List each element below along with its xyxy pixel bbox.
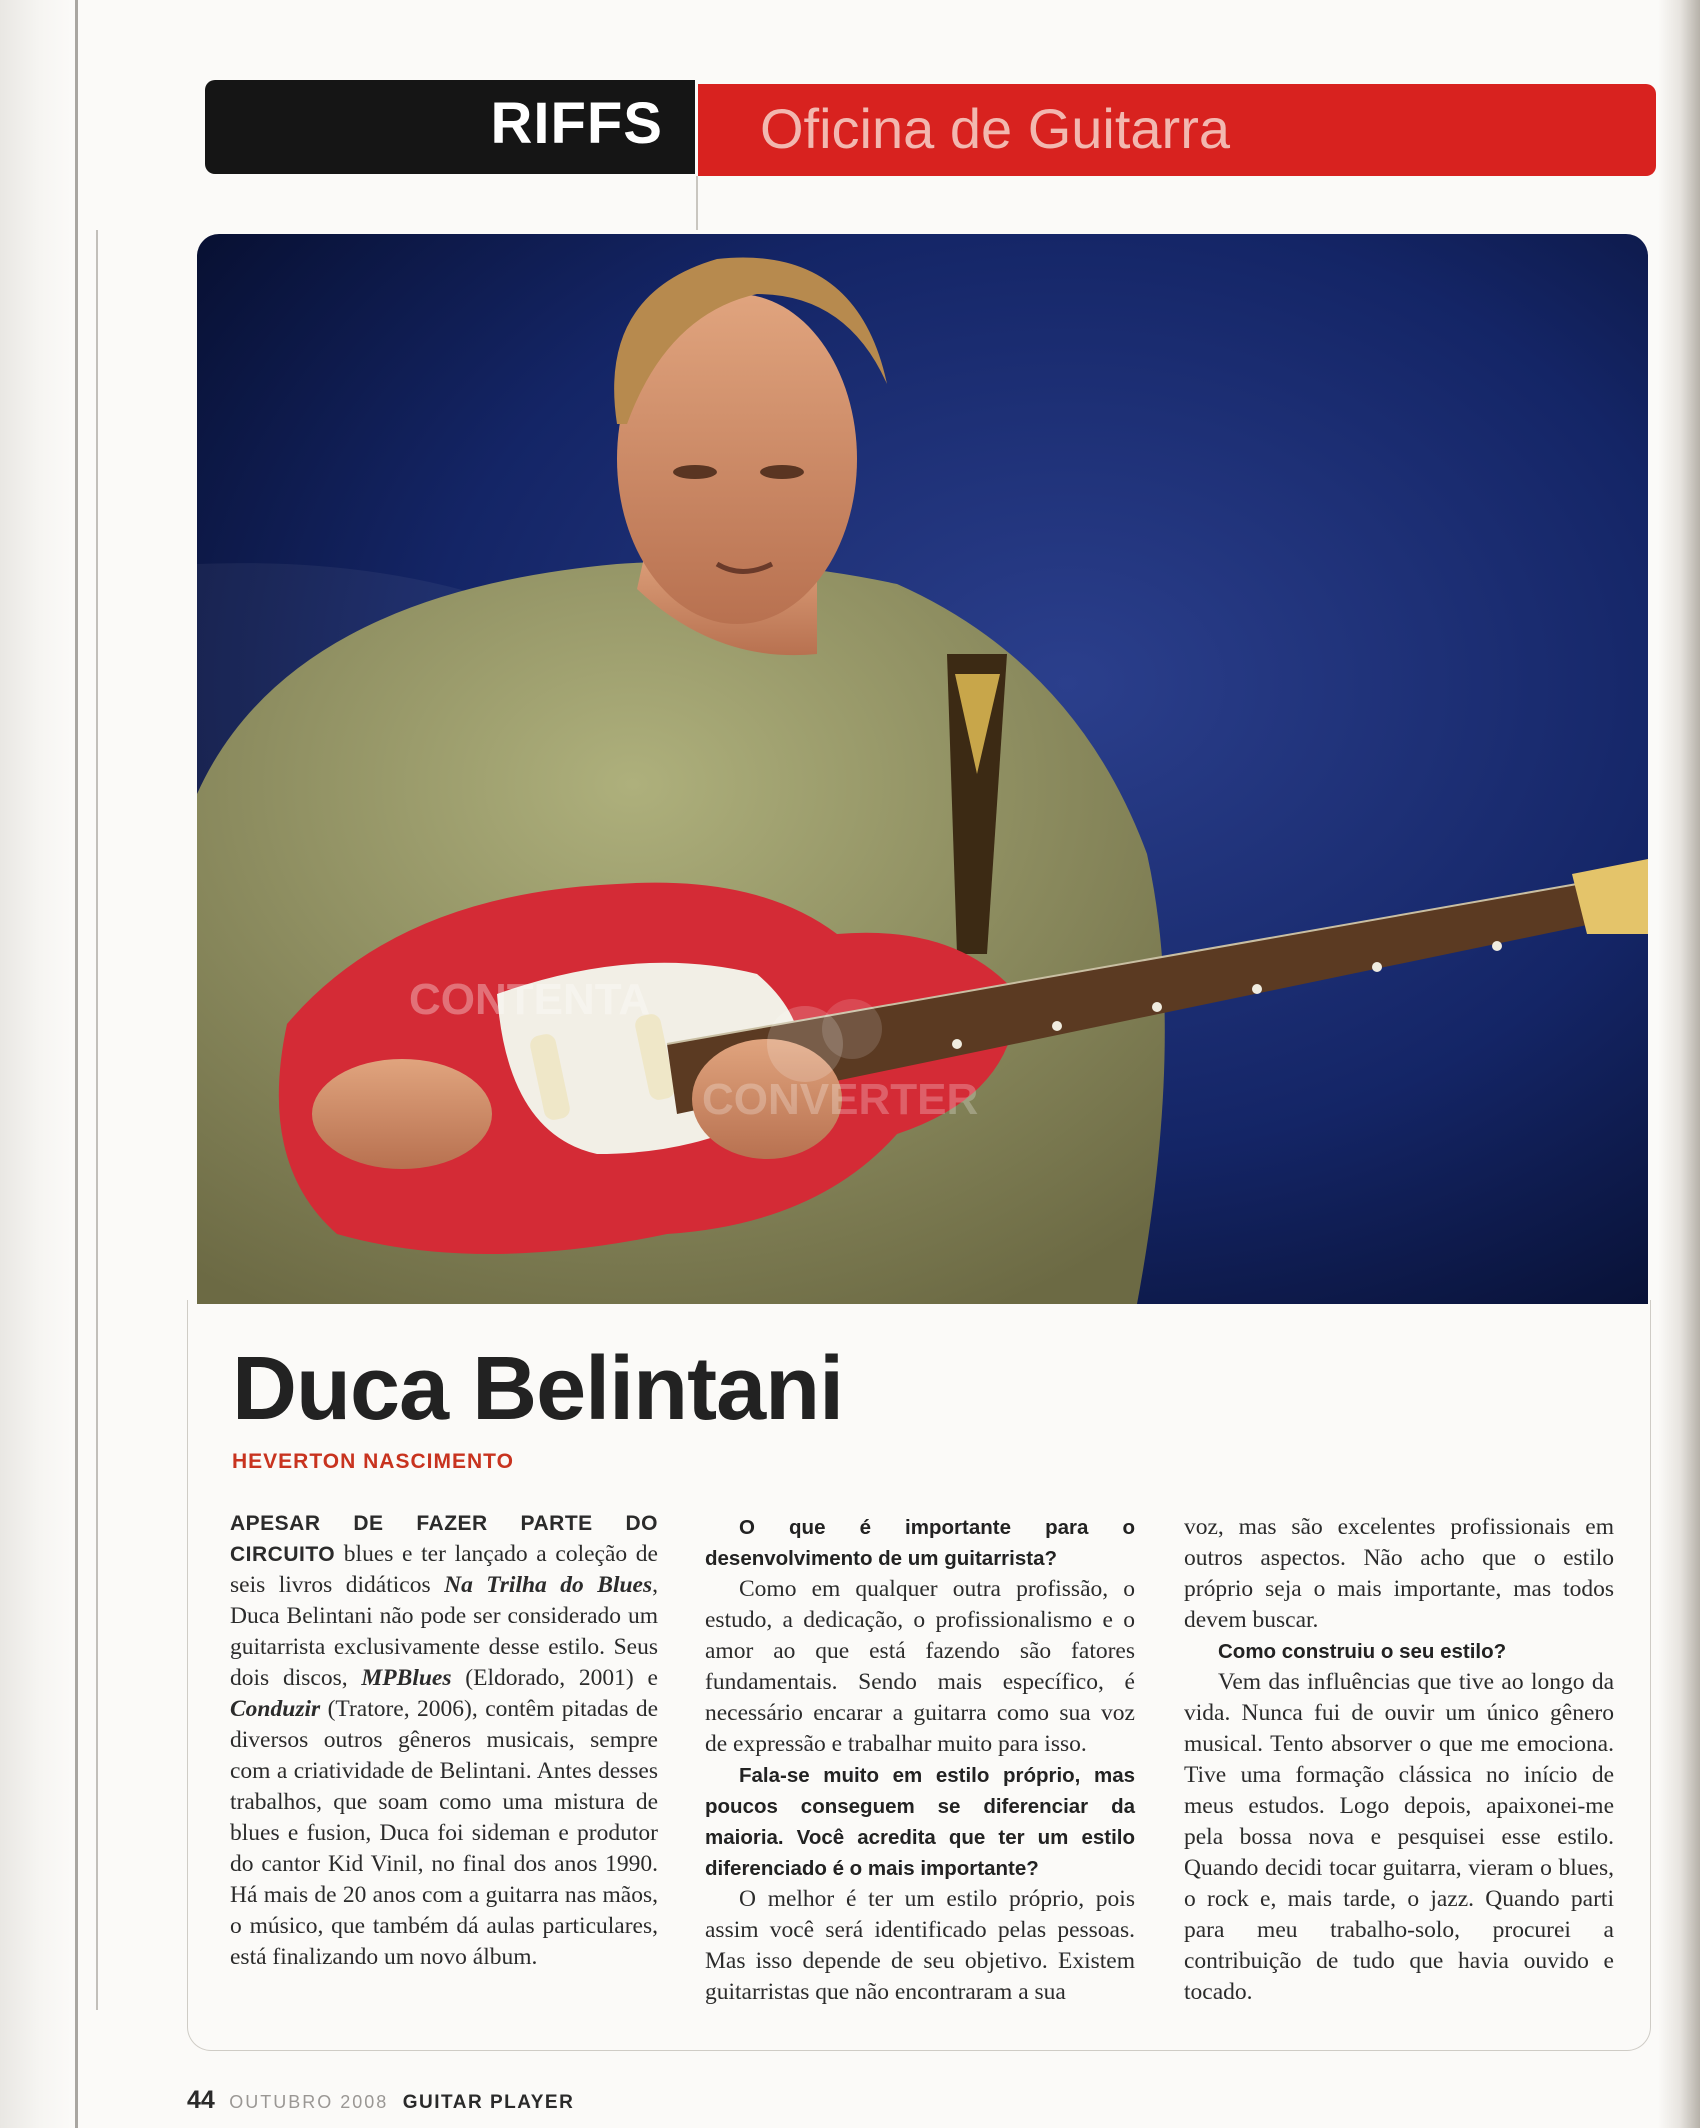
page-gutter-line-inner — [96, 230, 98, 2010]
album-title-2: Conduzir — [230, 1696, 321, 1722]
guitarist-photo — [197, 234, 1648, 1304]
magazine-name: GUITAR PLAYER — [402, 2092, 575, 2113]
interview-question-2: Fala-se muito em estilo próprio, mas poucos conseguem se diferenciar da maioria. Você acredita que ter um estilo diferenciado é o mais importante? — [705, 1764, 1135, 1880]
section-title-bar — [698, 84, 1656, 176]
intro-text-1: blues e ter lançado a coleção de seis livros didáticos — [230, 1541, 658, 1598]
section-label: RIFFS — [490, 91, 663, 156]
interview-question-3: Como construiu o seu estilo? — [1218, 1640, 1507, 1663]
watermark-text-1: CONTENTA — [409, 975, 651, 1024]
page-right-edge-shadow — [1658, 0, 1700, 2128]
intro-text-3: (Eldorado, 2001) e — [451, 1665, 658, 1691]
watermark-text-2: CONVERTER — [702, 1075, 979, 1124]
interview-answer-3: Vem das influências que tive ao longo da vida. Nunca fui de ouvir um único gênero musical. Tento absorver o que me emociona. Tive uma formação clássica no início de meus estudos. Logo depois, apaixonei-me pela bossa nova e pesquisei esse estilo. Quando decidi tocar guitarra, vieram o blues, o rock e, mais tarde, o jazz. Quando parti para meu trabalho-solo, procurei a contribuição de tudo que havia ouvido e tocado. — [1184, 1669, 1614, 2005]
section-label-bar — [205, 80, 695, 174]
intro-lead: APESAR DE FAZER PARTE DO CIRCUITO — [230, 1512, 658, 1566]
page-binding-shadow — [0, 0, 72, 2128]
interview-answer-2-start: O melhor é ter um estilo próprio, pois assim você será identificado pelas pessoas. Mas isso depende de seu objetivo. Existem guitarristas que não encontraram a sua — [705, 1886, 1135, 2005]
page-number: 44 — [187, 2086, 215, 2114]
article-column-3 — [1184, 1512, 1614, 2008]
intro-text-2: , Duca Belintani não pode ser considerado um guitarrista exclusivamente desse estilo. Seus dois discos, — [230, 1572, 659, 1691]
intro-text-4: (Tratore, 2006), contêm pitadas de diversos outros gêneros musicais, sempre com a criatividade de Belintani. Antes desses trabalhos, que soam como uma mistura de blues e fusion, Duca foi sideman e produtor do cantor Kid Vinil, no final dos anos 1990. Há mais de 20 anos com a guitarra nas mãos, o músico, que também dá aulas particulares, está finalizando um novo álbum. — [230, 1696, 658, 1970]
article-headline: Duca Belintani — [232, 1339, 844, 1439]
interview-answer-1: Como em qualquer outra profissão, o estudo, a dedicação, o profissionalismo e o amor ao que está fazendo são fatores fundamentais. Sendo mais específico, é necessário encarar a guitarra como sua voz de expressão e trabalhar muito para isso. — [705, 1576, 1135, 1757]
issue-date: OUTUBRO 2008 — [229, 2092, 389, 2112]
interview-question-1: O que é importante para o desenvolvimento de um guitarrista? — [705, 1516, 1135, 1570]
section-title: Oficina de Guitarra — [760, 97, 1230, 160]
book-title: Na Trilha do Blues — [444, 1572, 653, 1598]
page-gutter-line — [75, 0, 78, 2128]
album-title-1: MPBlues — [361, 1665, 452, 1691]
article-byline: HEVERTON NASCIMENTO — [232, 1450, 514, 1473]
page-footer — [187, 2086, 574, 2115]
header-divider — [696, 176, 698, 230]
article-column-1 — [230, 1508, 658, 1973]
intro-paragraph — [230, 1508, 658, 1973]
interview-answer-2-end: voz, mas são excelentes profissionais em outros aspectos. Não acho que o estilo próprio seja o mais importante, mas todos devem buscar. — [1184, 1514, 1614, 1633]
article-column-2 — [705, 1512, 1135, 2008]
